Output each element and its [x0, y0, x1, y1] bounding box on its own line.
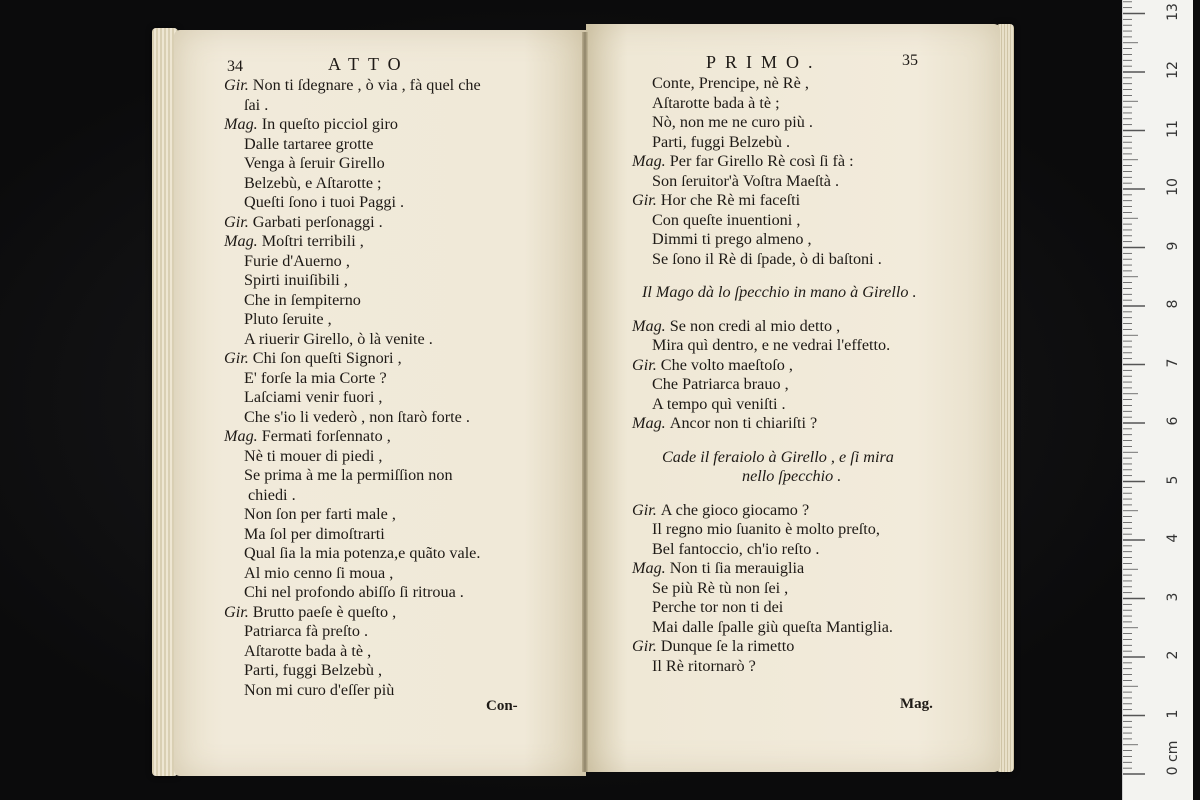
- text-line: [224, 544, 481, 564]
- ruler-label: 11: [1165, 119, 1181, 138]
- left-running-head: ATTO: [328, 54, 410, 74]
- spacer: [632, 269, 917, 283]
- text-line: [224, 115, 481, 135]
- ruler-label: 5: [1165, 475, 1181, 484]
- verse-text: Non ſon per farti male ,: [244, 505, 396, 523]
- speaker-label: Mag.: [224, 115, 262, 133]
- text-line: [632, 152, 917, 172]
- verse-text: E' forſe la mia Corte ?: [244, 368, 387, 387]
- text-line: [224, 271, 481, 291]
- verse-text: A tempo quì veniſti .: [652, 394, 786, 413]
- spacer: [632, 434, 917, 448]
- book-gutter: [582, 32, 588, 772]
- text-line: [632, 211, 917, 231]
- verse-text: Belzebù, e Aſtarotte ;: [244, 173, 382, 192]
- verse-text: Patriarca fà preſto .: [244, 622, 369, 640]
- verse-text: In queſto picciol giro: [261, 115, 398, 133]
- verse-text: Ma ſol per dimoſtrarti: [244, 524, 385, 543]
- text-line: [224, 505, 481, 525]
- right-page-number: 35: [902, 52, 918, 69]
- verse-text: Perche tor non ti dei: [652, 598, 784, 616]
- stage-direction: Il Mago dà lo ſpecchio in mano à Girello .: [642, 283, 917, 301]
- verse-text: Che s'io li vederò , non ſtarò forte .: [244, 407, 470, 426]
- verse-text: Al mio cenno ſi moua ,: [244, 563, 394, 582]
- verse-text: Moſtri terribili ,: [261, 232, 364, 250]
- text-line: [224, 525, 481, 545]
- ruler-label: 3: [1165, 592, 1181, 601]
- speaker-label: Mag.: [224, 427, 262, 445]
- text-line: [224, 447, 481, 467]
- text-line: [224, 174, 481, 194]
- verse-text: Hor che Rè mi faceſti: [660, 191, 801, 209]
- text-line: [632, 657, 917, 677]
- text-line: [632, 133, 917, 153]
- ruler-label: 10: [1165, 178, 1181, 196]
- text-line: [632, 113, 917, 133]
- verse-text: Fermati forſennato ,: [261, 427, 391, 445]
- verse-text: Non mi curo d'eſſer più: [244, 680, 395, 699]
- verse-text: Chi ſon queſti Signori ,: [252, 349, 402, 367]
- text-line: [224, 603, 481, 623]
- verse-text: Il regno mio ſuanito è molto preſto,: [652, 520, 880, 538]
- verse-text: A riuerir Girello, ò là venite .: [244, 329, 433, 348]
- verse-text: Spirti inuiſibili ,: [244, 271, 348, 289]
- text-line: [224, 388, 481, 408]
- verse-text: Dunque ſe la rimetto: [660, 637, 795, 655]
- speaker-label: Gir.: [224, 76, 253, 94]
- verse-text: Pluto ſeruite ,: [244, 310, 332, 328]
- text-line: [224, 427, 481, 447]
- stage-direction: nello ſpecchio .: [742, 467, 842, 485]
- ruler-label: 8: [1165, 299, 1181, 309]
- text-line: [224, 135, 481, 155]
- verse-text: chiedi .: [248, 485, 296, 504]
- text-line: [224, 76, 481, 96]
- spacer: [632, 487, 917, 501]
- text-line: [224, 661, 481, 681]
- text-line: [224, 564, 481, 584]
- text-line: [224, 486, 481, 506]
- text-line: [224, 408, 481, 428]
- text-line: [632, 250, 917, 270]
- verse-text: Mira quì dentro, e ne vedrai l'effetto.: [652, 336, 891, 354]
- ruler-label: 9: [1165, 241, 1181, 250]
- verse-text: Ancor non ti chiariſti ?: [669, 414, 818, 432]
- verse-text: Queſti ſono i tuoi Paggi .: [244, 193, 405, 211]
- text-line: [224, 330, 481, 350]
- ruler-ticks: [1123, 0, 1193, 800]
- text-line: [632, 520, 917, 540]
- text-line: [224, 213, 481, 233]
- text-line: [632, 356, 917, 376]
- text-line: [224, 252, 481, 272]
- speaker-label: Mag.: [632, 152, 670, 170]
- verse-text: Mai dalle ſpalle giù queſta Mantiglia.: [652, 617, 893, 636]
- verse-text: Venga à ſeruir Girello: [244, 154, 385, 172]
- text-line: [224, 622, 481, 642]
- text-line: [224, 310, 481, 330]
- text-line: [632, 395, 917, 415]
- verse-text: Nè ti mouer di piedi ,: [244, 446, 383, 465]
- text-line: [224, 681, 481, 701]
- text-line: [632, 414, 917, 434]
- verse-text: Non ti ſia merauiglia: [669, 559, 805, 577]
- stage-direction: Cade il feraiolo à Girello , e ſi mira: [662, 447, 894, 466]
- text-line: [224, 154, 481, 174]
- verse-text: Son ſeruitor'à Voſtra Maeſtà .: [652, 171, 840, 190]
- verse-text: Che volto maeſtoſo ,: [660, 355, 793, 374]
- verse-text: Brutto paeſe è queſto ,: [252, 602, 397, 621]
- verse-text: Dalle tartaree grotte: [244, 134, 374, 153]
- left-page-text: [224, 76, 481, 700]
- text-line: [224, 349, 481, 369]
- speaker-label: Gir.: [632, 637, 661, 655]
- verse-text: Dimmi ti prego almeno ,: [652, 230, 812, 248]
- speaker-label: Mag.: [632, 316, 670, 335]
- text-line: [632, 336, 917, 356]
- text-line: [224, 193, 481, 213]
- verse-text: Conte, Prencipe, nè Rè ,: [652, 74, 809, 92]
- text-line: [224, 232, 481, 252]
- right-running-head: PRIMO.: [706, 52, 822, 72]
- text-line: [632, 579, 917, 599]
- verse-text: Laſciami venir fuori ,: [244, 388, 383, 406]
- speaker-label: Gir.: [224, 602, 253, 621]
- speaker-label: Gir.: [632, 500, 661, 519]
- verse-text: Che in ſempiterno: [244, 290, 361, 309]
- verse-text: Garbati perſonaggi .: [252, 212, 383, 231]
- verse-text: ſai .: [244, 95, 269, 114]
- verse-text: Se più Rè tù non ſei ,: [652, 578, 789, 597]
- spacer: [632, 303, 917, 317]
- text-line: [632, 74, 917, 94]
- speaker-label: Mag.: [632, 559, 670, 577]
- ruler-label: 4: [1165, 533, 1181, 543]
- text-line: [632, 317, 917, 337]
- verse-text: Qual ſia la mia potenza,e quãto vale.: [244, 544, 481, 562]
- right-page-text: [632, 74, 917, 676]
- ruler-label: 13: [1165, 2, 1181, 21]
- verse-text: Con queſte inuentioni ,: [652, 210, 801, 229]
- verse-text: Per far Girello Rè così ſi fà :: [669, 152, 854, 170]
- verse-text: Chi nel profondo abiſſo ſi ritroua .: [244, 583, 464, 601]
- ruler-label: 12: [1165, 61, 1181, 79]
- ruler-label: 7: [1165, 358, 1181, 367]
- ruler-label: 0 cm: [1165, 740, 1181, 776]
- ruler-label: 1: [1165, 709, 1181, 718]
- verse-text: Parti, fuggi Belzebù .: [652, 132, 791, 151]
- speaker-label: Mag.: [224, 232, 262, 250]
- verse-text: Bel fantoccio, ch'io reſto .: [652, 539, 820, 558]
- left-page-number: 34: [227, 58, 243, 75]
- text-line: [632, 598, 917, 618]
- text-line: [224, 96, 481, 116]
- verse-text: Se prima à me la permiſſion non: [244, 466, 453, 484]
- verse-text: Il Rè ritornarò ?: [652, 656, 756, 675]
- verse-text: Non ti ſdegnare , ò via , fà quel che: [252, 76, 481, 94]
- text-line: [224, 583, 481, 603]
- verse-text: Se ſono il Rè di ſpade, ò di baſtoni .: [652, 249, 882, 268]
- text-line: [224, 642, 481, 662]
- text-line: [632, 375, 917, 395]
- speaker-label: Gir.: [224, 349, 253, 367]
- text-line: [224, 369, 481, 389]
- text-line: [632, 637, 917, 657]
- text-line: [224, 466, 481, 486]
- ruler-label: 6: [1165, 416, 1181, 426]
- text-line: [632, 540, 917, 560]
- speaker-label: Gir.: [632, 191, 661, 209]
- right-catchword: Mag.: [900, 696, 933, 712]
- ruler-label: 2: [1165, 650, 1181, 660]
- speaker-label: Gir.: [224, 212, 253, 231]
- verse-text: Aſtarotte bada à tè ;: [652, 93, 780, 112]
- text-line: [224, 291, 481, 311]
- verse-text: Parti, fuggi Belzebù ,: [244, 661, 383, 679]
- text-line: [632, 172, 917, 192]
- text-line: [632, 559, 917, 579]
- text-line: [632, 501, 917, 521]
- speaker-label: Mag.: [632, 414, 670, 432]
- text-line: [632, 191, 917, 211]
- verse-text: Furie d'Auerno ,: [244, 251, 350, 270]
- measurement-ruler: [1122, 0, 1193, 800]
- text-line: [632, 618, 917, 638]
- verse-text: Nò, non me ne curo più .: [652, 113, 813, 131]
- left-catchword: Con-: [486, 698, 518, 714]
- verse-text: A che gioco giocamo ?: [660, 500, 810, 519]
- text-line: [632, 230, 917, 250]
- text-line: [632, 94, 917, 114]
- speaker-label: Gir.: [632, 355, 661, 374]
- verse-text: Se non credi al mio detto ,: [669, 316, 841, 335]
- verse-text: Che Patriarca brauo ,: [652, 375, 789, 393]
- verse-text: Aſtarotte bada à tè ,: [244, 641, 372, 660]
